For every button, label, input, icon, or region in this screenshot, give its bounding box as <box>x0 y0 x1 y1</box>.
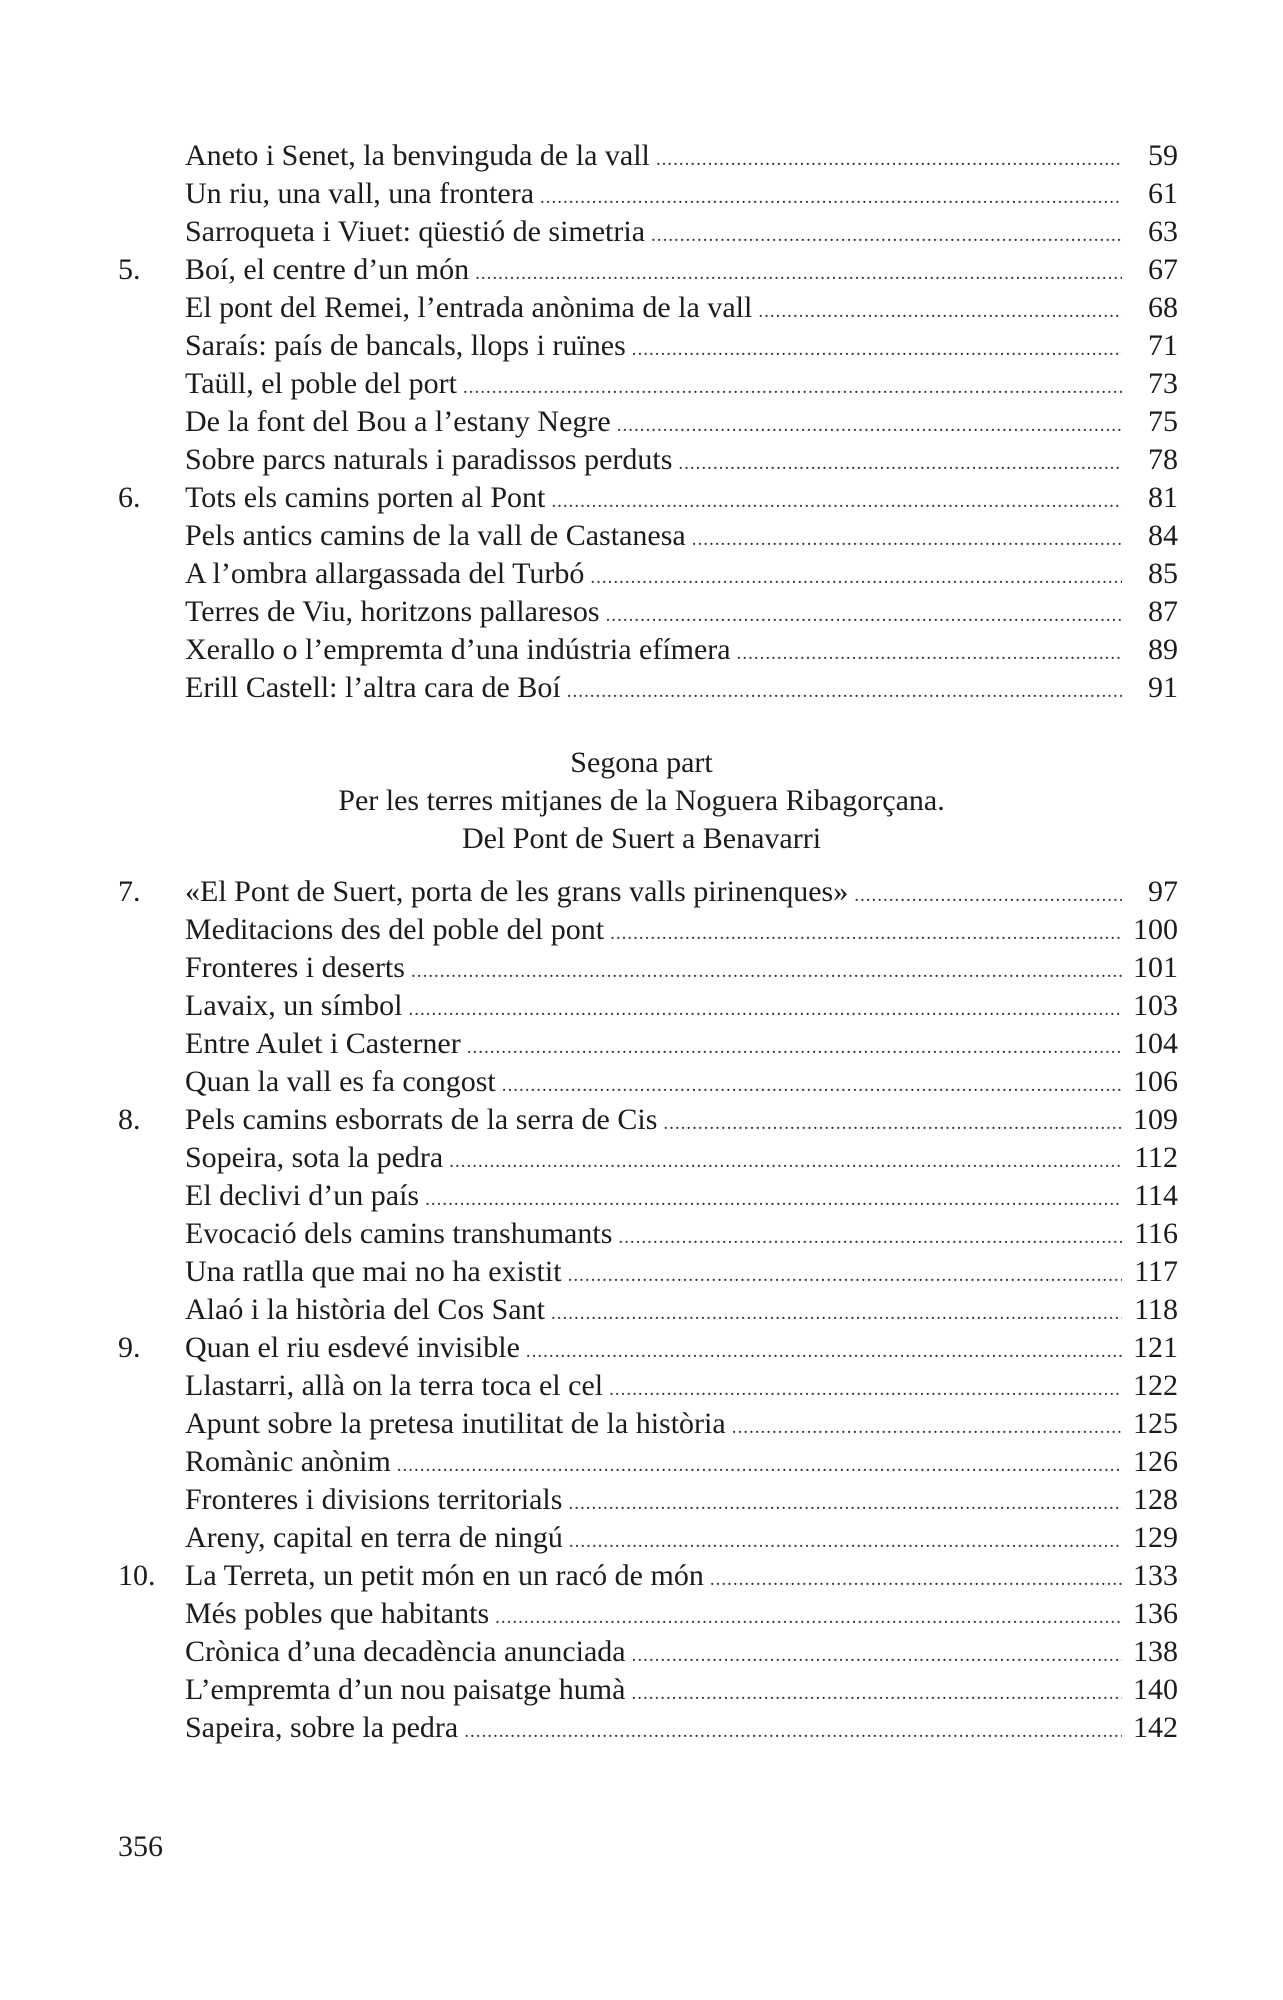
dot-leader <box>656 141 1122 179</box>
dot-leader <box>540 179 1122 217</box>
entry-title: Areny, capital en terra de ningú <box>185 1521 563 1554</box>
entry-page-number: 117 <box>1134 1255 1178 1288</box>
entry-title: Quan el riu esdevé invisible <box>185 1331 520 1364</box>
entry-title: Un riu, una vall, una frontera <box>185 177 535 210</box>
entry-page-number: 112 <box>1134 1141 1178 1174</box>
dot-leader <box>609 1371 1122 1409</box>
entry-page-number: 68 <box>1148 291 1178 324</box>
entry-title: Més pobles que habitants <box>185 1597 490 1630</box>
entry-page-number: 104 <box>1133 1027 1178 1060</box>
toc-entry <box>0 631 1283 669</box>
toc-entry-line <box>185 289 1178 327</box>
toc-entry <box>0 1633 1283 1671</box>
toc-entry <box>0 669 1283 707</box>
entry-title: Sobre parcs naturals i paradissos perduts <box>185 443 673 476</box>
entry-title: Evocació dels camins transhumants <box>185 1217 613 1250</box>
toc-entry <box>0 1063 1283 1101</box>
entry-title: Taüll, el poble del port <box>185 367 457 400</box>
toc-entry-line <box>185 403 1178 441</box>
dot-leader <box>567 673 1122 711</box>
dot-leader <box>854 877 1122 915</box>
dot-leader <box>663 1105 1122 1143</box>
dot-leader <box>411 953 1122 991</box>
section-heading <box>0 744 1283 858</box>
toc-entry-line <box>185 631 1178 669</box>
dot-leader <box>606 597 1122 635</box>
dot-leader <box>463 369 1122 407</box>
toc-entry <box>0 175 1283 213</box>
dot-leader <box>678 445 1122 483</box>
toc-entry-line <box>185 1481 1178 1519</box>
dot-leader <box>590 559 1122 597</box>
dot-leader <box>632 331 1122 369</box>
toc-entry-line <box>185 555 1178 593</box>
toc-entry-line <box>185 1063 1178 1101</box>
toc-entry <box>0 1253 1283 1291</box>
entry-page-number: 103 <box>1133 989 1178 1022</box>
entry-title: L’empremta d’un nou paisatge humà <box>185 1673 626 1706</box>
entry-title: Una ratlla que mai no ha existit <box>185 1255 562 1288</box>
entry-title: Sopeira, sota la pedra <box>185 1141 444 1174</box>
toc-entry-line <box>185 911 1178 949</box>
entry-title: Lavaix, un símbol <box>185 989 403 1022</box>
toc-entry-line <box>185 1101 1178 1139</box>
entry-title: Tots els camins porten al Pont <box>185 481 546 514</box>
part-label: Segona part <box>570 746 713 779</box>
toc-entry <box>0 1367 1283 1405</box>
toc-entry-line <box>185 873 1178 911</box>
toc-entry <box>0 1595 1283 1633</box>
entry-page-number: 91 <box>1148 671 1178 704</box>
dot-leader <box>651 217 1122 255</box>
toc-entry <box>0 555 1283 593</box>
toc-entry-line <box>185 1557 1178 1595</box>
dot-leader <box>467 1029 1122 1067</box>
toc-entry-line <box>185 593 1178 631</box>
dot-leader <box>737 635 1122 673</box>
toc-entry <box>0 365 1283 403</box>
toc-entry <box>0 1481 1283 1519</box>
toc-entry <box>0 1709 1283 1747</box>
entry-page-number: 97 <box>1148 875 1178 908</box>
chapter-number: 5. <box>118 253 141 286</box>
entry-title: Xerallo o l’empremta d’una indústria efímera <box>185 633 731 666</box>
dot-leader <box>710 1561 1122 1599</box>
toc-entry-line <box>185 1595 1178 1633</box>
entry-title: Crònica d’una decadència anunciada <box>185 1635 626 1668</box>
dot-leader <box>568 1257 1122 1295</box>
entry-page-number: 101 <box>1133 951 1178 984</box>
entry-title: Fronteres i deserts <box>185 951 405 984</box>
entry-title: Entre Aulet i Casterner <box>185 1027 461 1060</box>
toc-entry-line <box>185 1139 1178 1177</box>
toc-entry <box>0 593 1283 631</box>
toc-entry <box>0 1671 1283 1709</box>
entry-title: «El Pont de Suert, porta de les grans valls pirinenques» <box>185 875 849 908</box>
entry-page-number: 109 <box>1133 1103 1178 1136</box>
entry-page-number: 121 <box>1133 1331 1178 1364</box>
entry-title: Boí, el centre d’un món <box>185 253 470 286</box>
chapter-number: 6. <box>118 481 141 514</box>
toc-entry-line <box>185 1405 1178 1443</box>
entry-title: Terres de Viu, horitzons pallaresos <box>185 595 600 628</box>
toc-entry-line <box>185 1443 1178 1481</box>
dot-leader <box>502 1067 1122 1105</box>
entry-page-number: 122 <box>1133 1369 1178 1402</box>
toc-entry <box>0 1519 1283 1557</box>
dot-leader <box>397 1447 1122 1485</box>
entry-page-number: 59 <box>1148 139 1178 172</box>
toc-entry-line <box>185 479 1178 517</box>
toc-entry <box>0 1405 1283 1443</box>
toc-entry <box>0 403 1283 441</box>
toc-entry <box>0 1329 1283 1367</box>
toc-entry-line <box>185 1671 1178 1709</box>
toc-entry-line <box>185 213 1178 251</box>
entry-page-number: 87 <box>1148 595 1178 628</box>
chapter-number: 9. <box>118 1331 141 1364</box>
toc-entry <box>0 873 1283 911</box>
entry-title: Saraís: país de bancals, llops i ruïnes <box>185 329 626 362</box>
toc-entry-line <box>185 441 1178 479</box>
toc-entry <box>0 327 1283 365</box>
toc-entry <box>0 949 1283 987</box>
entry-title: Aneto i Senet, la benvinguda de la vall <box>185 139 650 172</box>
dot-leader <box>495 1599 1122 1637</box>
toc-entry-line <box>185 1633 1178 1671</box>
toc-entry <box>0 479 1283 517</box>
toc-entry <box>0 517 1283 555</box>
dot-leader <box>631 1675 1122 1713</box>
dot-leader <box>425 1181 1122 1219</box>
dot-leader <box>568 1485 1122 1523</box>
toc-entry-line <box>185 949 1178 987</box>
toc-entry <box>0 1139 1283 1177</box>
dot-leader <box>464 1713 1122 1751</box>
entry-page-number: 106 <box>1133 1065 1178 1098</box>
table-of-contents-part-2 <box>0 873 1283 1747</box>
entry-page-number: 138 <box>1133 1635 1178 1668</box>
dot-leader <box>732 1409 1122 1447</box>
entry-title: La Terreta, un petit món en un racó de món <box>185 1559 704 1592</box>
toc-entry-line <box>185 251 1178 289</box>
entry-page-number: 73 <box>1148 367 1178 400</box>
toc-entry <box>0 1101 1283 1139</box>
entry-title: Sapeira, sobre la pedra <box>185 1711 459 1744</box>
entry-page-number: 85 <box>1148 557 1178 590</box>
entry-page-number: 126 <box>1133 1445 1178 1478</box>
toc-entry <box>0 251 1283 289</box>
entry-title: Meditacions des del poble del pont <box>185 913 605 946</box>
entry-page-number: 78 <box>1148 443 1178 476</box>
entry-title: A l’ombra allargassada del Turbó <box>185 557 585 590</box>
dot-leader <box>449 1143 1122 1181</box>
toc-entry <box>0 987 1283 1025</box>
dot-leader <box>551 1295 1122 1333</box>
entry-page-number: 61 <box>1148 177 1178 210</box>
entry-page-number: 84 <box>1148 519 1178 552</box>
entry-title: Apunt sobre la pretesa inutilitat de la història <box>185 1407 726 1440</box>
entry-title: Pels camins esborrats de la serra de Cis <box>185 1103 658 1136</box>
toc-entry-line <box>185 327 1178 365</box>
toc-entry-line <box>185 137 1178 175</box>
toc-entry <box>0 441 1283 479</box>
dot-leader <box>692 521 1122 559</box>
dot-leader <box>569 1523 1122 1561</box>
chapter-number: 7. <box>118 875 141 908</box>
entry-page-number: 71 <box>1148 329 1178 362</box>
entry-page-number: 75 <box>1148 405 1178 438</box>
toc-entry-line <box>185 175 1178 213</box>
dot-leader <box>618 1219 1122 1257</box>
entry-title: Erill Castell: l’altra cara de Boí <box>185 671 561 704</box>
entry-title: El pont del Remei, l’entrada anònima de la vall <box>185 291 753 324</box>
toc-entry-line <box>185 1215 1178 1253</box>
entry-title: De la font del Bou a l’estany Negre <box>185 405 611 438</box>
toc-entry <box>0 1025 1283 1063</box>
toc-entry-line <box>185 1367 1178 1405</box>
chapter-number: 8. <box>118 1103 141 1136</box>
entry-title: Llastarri, allà on la terra toca el cel <box>185 1369 604 1402</box>
toc-entry-line <box>185 365 1178 403</box>
chapter-number: 10. <box>118 1559 156 1592</box>
toc-entry <box>0 1557 1283 1595</box>
entry-title: Romànic anònim <box>185 1445 391 1478</box>
entry-page-number: 116 <box>1134 1217 1178 1250</box>
entry-page-number: 81 <box>1148 481 1178 514</box>
toc-entry-line <box>185 1025 1178 1063</box>
entry-title: El declivi d’un país <box>185 1179 420 1212</box>
toc-entry <box>0 1215 1283 1253</box>
entry-page-number: 100 <box>1133 913 1178 946</box>
dot-leader <box>526 1333 1122 1371</box>
toc-entry <box>0 289 1283 327</box>
dot-leader <box>617 407 1122 445</box>
toc-entry-line <box>185 1253 1178 1291</box>
dot-leader <box>632 1637 1122 1675</box>
table-of-contents-part-1 <box>0 137 1283 707</box>
toc-entry-line <box>185 987 1178 1025</box>
entry-page-number: 129 <box>1133 1521 1178 1554</box>
toc-entry <box>0 1177 1283 1215</box>
part-title-line-2: Del Pont de Suert a Benavarri <box>461 822 822 855</box>
entry-page-number: 133 <box>1133 1559 1178 1592</box>
entry-page-number: 89 <box>1148 633 1178 666</box>
toc-entry-line <box>185 1291 1178 1329</box>
entry-page-number: 125 <box>1133 1407 1178 1440</box>
part-title-line-1: Per les terres mitjanes de la Noguera Ribagorçana. <box>338 784 945 817</box>
entry-page-number: 128 <box>1133 1483 1178 1516</box>
toc-entry-line <box>185 1329 1178 1367</box>
toc-entry <box>0 911 1283 949</box>
entry-page-number: 118 <box>1134 1293 1178 1326</box>
entry-page-number: 140 <box>1133 1673 1178 1706</box>
toc-entry-line <box>185 669 1178 707</box>
dot-leader <box>551 483 1122 521</box>
entry-page-number: 63 <box>1148 215 1178 248</box>
toc-entry-line <box>185 517 1178 555</box>
entry-title: Alaó i la història del Cos Sant <box>185 1293 545 1326</box>
dot-leader <box>475 255 1122 293</box>
entry-title: Fronteres i divisions territorials <box>185 1483 563 1516</box>
entry-title: Quan la vall es fa congost <box>185 1065 496 1098</box>
dot-leader <box>758 293 1122 331</box>
toc-entry-line <box>185 1709 1178 1747</box>
entry-page-number: 114 <box>1134 1179 1178 1212</box>
entry-page-number: 136 <box>1133 1597 1178 1630</box>
dot-leader <box>610 915 1122 953</box>
entry-page-number: 142 <box>1133 1711 1178 1744</box>
toc-entry-line <box>185 1519 1178 1557</box>
entry-page-number: 67 <box>1148 253 1178 286</box>
page-number: 356 <box>118 1830 163 1863</box>
entry-title: Pels antics camins de la vall de Castanesa <box>185 519 686 552</box>
toc-entry <box>0 1291 1283 1329</box>
toc-entry-line <box>185 1177 1178 1215</box>
toc-entry <box>0 213 1283 251</box>
toc-entry <box>0 137 1283 175</box>
dot-leader <box>408 991 1122 1029</box>
toc-entry <box>0 1443 1283 1481</box>
entry-title: Sarroqueta i Viuet: qüestió de simetria <box>185 215 646 248</box>
